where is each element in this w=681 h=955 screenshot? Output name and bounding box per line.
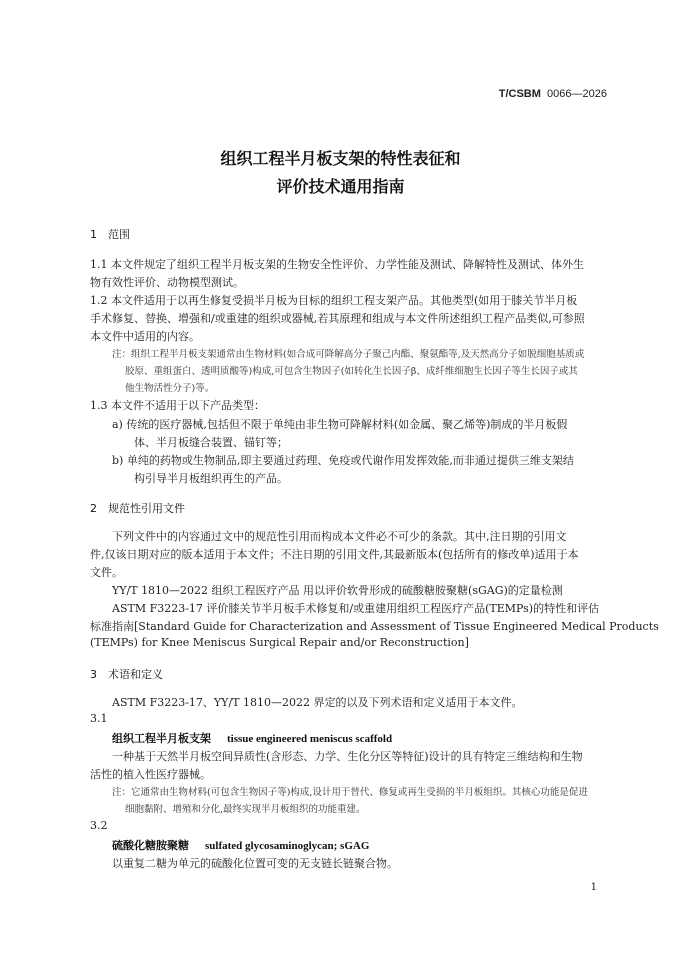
standard-number [499,88,607,100]
term-3-1-number: 3.1 [90,712,108,725]
note-1-line2: 胶原、重组蛋白、透明质酸等)构成,可包含生物因子(如转化生长因子β、成纤维细胞生长因子等生长因子或其 [125,366,578,377]
standard-prefix: T/CSBM [498,88,541,100]
term-3-1-definition-line1: 一种基于天然半月板空间异质性(含形态、力学、生化分区等特征)设计的具有特定三维结构和生物 [112,750,583,763]
section2-heading [90,500,185,516]
list-item-b-line1: b) 单纯的药物或生物制品,即主要通过药理、免疫或代谢作用发挥效能,而非通过提供三维支架结 [112,454,574,467]
section2-para-line3: 文件。 [90,566,123,579]
term-3-2 [112,837,369,853]
section3-title: 术语和定义 [108,668,163,681]
term-3-1-note-line2: 细胞黏附、增殖和分化,最终实现半月板组织的功能重建。 [125,804,366,815]
document-title-line1: 组织工程半月板支架的特性表征和 [220,149,461,168]
section2-title: 规范性引用文件 [108,502,185,515]
section3-intro: ASTM F3223-17、YY/T 1810—2022 界定的以及下列术语和定义适用于本文件。 [112,696,523,709]
page-number: 1 [590,882,597,893]
standard-code: 0066—2026 [547,88,607,100]
term-3-1-note-line1: 注：它通常由生物材料(可包含生物因子等)构成,设计用于替代、修复或再生受损的半月板组织。其核心功能是促进 [112,787,588,798]
section2-number: 2 [90,502,97,515]
note-1-line3: 他生物活性分子)等。 [125,383,215,394]
note-1-line1: 注：组织工程半月板支架通常由生物材料(如合成可降解高分子聚己内酯、聚氨酯等,及天然高分子如脱细胞基质或 [112,349,585,360]
term-3-2-definition: 以重复二糖为单元的硫酸化位置可变的无支链长链聚合物。 [112,857,398,870]
reference-1: YY/T 1810—2022 组织工程医疗产品 用以评价软骨形成的硫酸糖胺聚糖(sGAG)的定量检测 [112,584,563,597]
term-3-1-english: tissue engineered meniscus scaffold [227,733,393,745]
term-3-2-chinese: 硫酸化糖胺聚糖 [112,839,189,852]
document-title-line2: 评价技术通用指南 [276,177,405,196]
para-1-2-line2: 手术修复、替换、增强和/或重建的组织或器械,若其原理和组成与本文件所述组织工程产品类似,可参照 [90,312,585,325]
para-1-1-line2: 物有效性评价、动物模型测试。 [90,276,244,289]
list-item-a-line1: a) 传统的医疗器械,包括但不限于单纯由非生物可降解材料(如金属、聚乙烯等)制成的半月板假 [112,418,568,431]
section3-number: 3 [90,668,97,681]
para-1-2-line3: 本文件中适用的内容。 [90,330,200,343]
term-3-2-english: sulfated glycosaminoglycan; sGAG [205,840,370,852]
section1-number: 1 [90,228,97,241]
section2-para-line2: 件,仅该日期对应的版本适用于本文件；不注日期的引用文件,其最新版本(包括所有的修改单)适用于本 [90,548,579,561]
list-item-a-line2: 体、半月板缝合装置、锚钉等； [134,436,288,449]
term-3-1-definition-line2: 活性的植入性医疗器械。 [90,768,211,781]
section2-para-line1: 下列文件中的内容通过文中的规范性引用而构成本文件必不可少的条款。其中,注日期的引用文 [112,530,567,543]
section3-heading [90,666,163,682]
reference-2-line3: (TEMPs) for Knee Meniscus Surgical Repair and/or Reconstruction] [90,636,469,649]
para-1-1-line1: 1.1 本文件规定了组织工程半月板支架的生物安全性评价、力学性能及测试、降解特性及测试、体外生 [90,258,584,271]
para-1-3: 1.3 本文件不适用于以下产品类型： [90,399,265,412]
reference-2-line1: ASTM F3223-17 评价膝关节半月板手术修复和/或重建用组织工程医疗产品(TEMPs)的特性和评估 [112,602,600,615]
section1-title: 范围 [108,228,130,241]
term-3-1 [112,730,392,746]
para-1-2-line1: 1.2 本文件适用于以再生修复受损半月板为目标的组织工程支架产品。其他类型(如用于膝关节半月板 [90,294,578,307]
reference-2-line2: 标准指南[Standard Guide for Characterization and Assessment of Tissue Engineered Medical Products [90,620,659,633]
section1-heading [90,226,130,242]
list-item-b-line2: 构引导半月板组织再生的产品。 [134,472,288,485]
term-3-2-number: 3.2 [90,819,108,832]
term-3-1-chinese: 组织工程半月板支架 [112,732,211,745]
